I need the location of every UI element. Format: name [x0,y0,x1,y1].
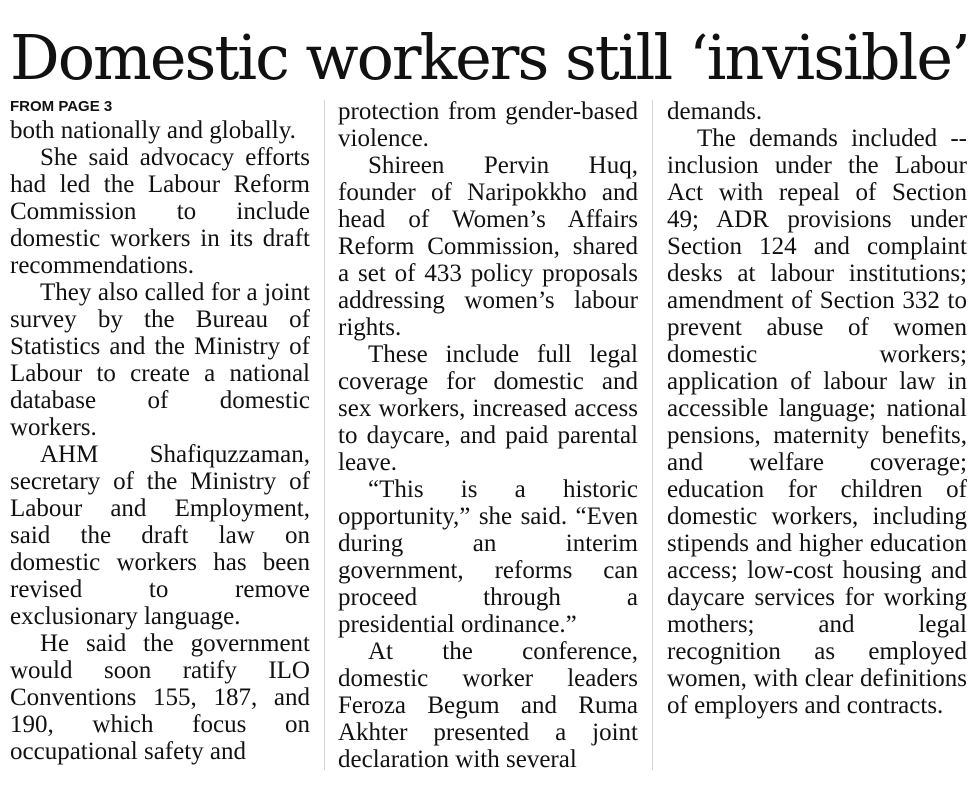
column-divider [652,100,653,770]
paragraph: protection from gender-based violence. [338,98,638,152]
headline: Domestic workers still ‘invisible’ [10,21,969,94]
paragraph: He said the government would soon ratify ILO Conventions 155, 187, and 190, which focus on occupational safety and [10,630,310,765]
article-column-3 [667,98,967,719]
article-column-2 [338,98,638,773]
article-column-1 [10,98,310,765]
paragraph: At the conference, domestic worker leaders Feroza Begum and Ruma Akhter presented a joint declaration with several [338,638,638,773]
paragraph: They also called for a joint survey by the Bureau of Statistics and the Ministry of Labour to create a national database of domestic workers. [10,279,310,441]
paragraph: demands. [667,98,763,125]
continuation-kicker: FROM PAGE 3 [10,98,113,115]
paragraph: AHM Shafiquzzaman, secretary of the Ministry of Labour and Employment, said the draft law on domestic workers has been revised to remove exclusionary language. [10,441,310,630]
column-divider [324,100,325,770]
paragraph: The demands included -- inclusion under the Labour Act with repeal of Section 49; ADR provisions under Section 124 and complaint desks at labour institutions; amendment of Section 332 to prevent abuse of women domestic workers; application of labour law in accessible language; national pensions, maternity benefits, and welfare coverage; education for children of domestic workers, including stipends and higher education access; low-cost housing and daycare services for working mothers; and legal recognition as employed women, with clear definitions of employers and contracts. [667,125,967,719]
paragraph: both nationally and globally. [10,117,296,144]
paragraph: These include full legal coverage for domestic and sex workers, increased access to daycare, and paid parental leave. [338,341,638,476]
paragraph: She said advocacy efforts had led the Labour Reform Commission to include domestic workers in its draft recommendations. [10,144,310,279]
paragraph: Shireen Pervin Huq, founder of Naripokkho and head of Women’s Affairs Reform Commission, shared a set of 433 policy proposals addressing women’s labour rights. [338,152,638,341]
paragraph: “This is a historic opportunity,” she said. “Even during an interim government, reforms can proceed through a presidential ordinance.” [338,476,638,638]
